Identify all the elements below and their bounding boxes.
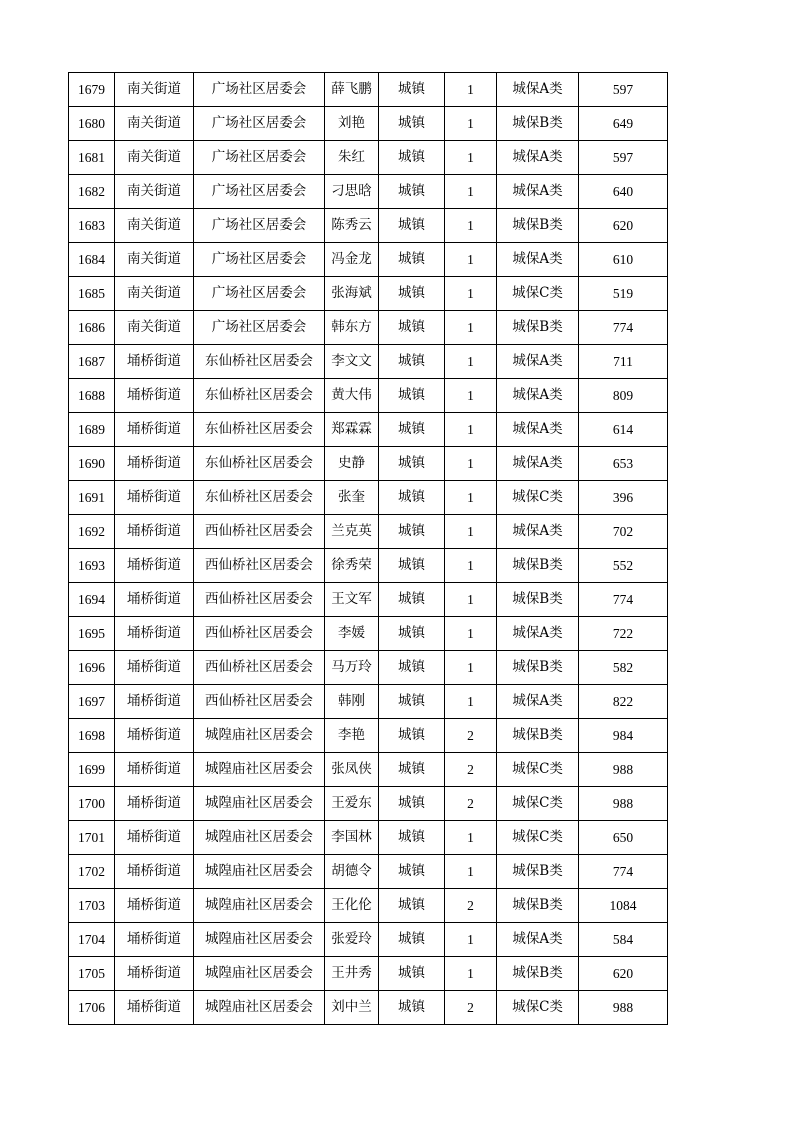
household-type-cell: 城镇 — [379, 549, 445, 583]
table-row — [69, 345, 668, 379]
row-number-cell: 1682 — [69, 175, 115, 209]
name-cell: 黄大伟 — [325, 379, 379, 413]
amount-cell: 1084 — [579, 889, 668, 923]
community-cell: 东仙桥社区居委会 — [194, 345, 325, 379]
category-cell: 城保A类 — [497, 413, 579, 447]
table-row — [69, 821, 668, 855]
amount-cell: 809 — [579, 379, 668, 413]
amount-cell: 988 — [579, 787, 668, 821]
table-row — [69, 107, 668, 141]
household-type-cell: 城镇 — [379, 379, 445, 413]
amount-cell: 822 — [579, 685, 668, 719]
name-cell: 刘艳 — [325, 107, 379, 141]
category-cell: 城保A类 — [497, 923, 579, 957]
member-count-cell: 1 — [445, 549, 497, 583]
member-count-cell: 2 — [445, 719, 497, 753]
category-cell: 城保A类 — [497, 617, 579, 651]
member-count-cell: 1 — [445, 583, 497, 617]
community-cell: 城隍庙社区居委会 — [194, 923, 325, 957]
name-cell: 韩东方 — [325, 311, 379, 345]
community-cell: 广场社区居委会 — [194, 107, 325, 141]
member-count-cell: 1 — [445, 617, 497, 651]
member-count-cell: 2 — [445, 991, 497, 1025]
name-cell: 刁思晗 — [325, 175, 379, 209]
community-cell: 西仙桥社区居委会 — [194, 549, 325, 583]
table-row — [69, 175, 668, 209]
table-row — [69, 141, 668, 175]
household-type-cell: 城镇 — [379, 311, 445, 345]
table-row — [69, 787, 668, 821]
subdistrict-cell: 埇桥街道 — [115, 821, 194, 855]
subdistrict-cell: 埇桥街道 — [115, 481, 194, 515]
subdistrict-cell: 南关街道 — [115, 141, 194, 175]
amount-cell: 640 — [579, 175, 668, 209]
subdistrict-cell: 南关街道 — [115, 277, 194, 311]
table-row — [69, 209, 668, 243]
amount-cell: 597 — [579, 141, 668, 175]
document-page — [68, 72, 668, 1025]
amount-cell: 620 — [579, 209, 668, 243]
table-row — [69, 855, 668, 889]
amount-cell: 774 — [579, 583, 668, 617]
row-number-cell: 1683 — [69, 209, 115, 243]
subdistrict-cell: 埇桥街道 — [115, 923, 194, 957]
row-number-cell: 1680 — [69, 107, 115, 141]
household-type-cell: 城镇 — [379, 923, 445, 957]
household-type-cell: 城镇 — [379, 209, 445, 243]
roster-table-body — [69, 73, 668, 1025]
community-cell: 广场社区居委会 — [194, 175, 325, 209]
name-cell: 韩刚 — [325, 685, 379, 719]
name-cell: 徐秀荣 — [325, 549, 379, 583]
household-type-cell: 城镇 — [379, 141, 445, 175]
subdistrict-cell: 南关街道 — [115, 175, 194, 209]
subdistrict-cell: 南关街道 — [115, 311, 194, 345]
name-cell: 朱红 — [325, 141, 379, 175]
row-number-cell: 1681 — [69, 141, 115, 175]
member-count-cell: 1 — [445, 821, 497, 855]
category-cell: 城保A类 — [497, 345, 579, 379]
amount-cell: 722 — [579, 617, 668, 651]
household-type-cell: 城镇 — [379, 73, 445, 107]
member-count-cell: 1 — [445, 923, 497, 957]
community-cell: 城隍庙社区居委会 — [194, 787, 325, 821]
community-cell: 广场社区居委会 — [194, 277, 325, 311]
amount-cell: 774 — [579, 855, 668, 889]
row-number-cell: 1695 — [69, 617, 115, 651]
category-cell: 城保C类 — [497, 821, 579, 855]
category-cell: 城保A类 — [497, 73, 579, 107]
table-row — [69, 719, 668, 753]
subdistrict-cell: 埇桥街道 — [115, 345, 194, 379]
amount-cell: 988 — [579, 753, 668, 787]
household-type-cell: 城镇 — [379, 175, 445, 209]
community-cell: 东仙桥社区居委会 — [194, 481, 325, 515]
subdistrict-cell: 埇桥街道 — [115, 753, 194, 787]
row-number-cell: 1697 — [69, 685, 115, 719]
category-cell: 城保B类 — [497, 107, 579, 141]
household-type-cell: 城镇 — [379, 107, 445, 141]
row-number-cell: 1700 — [69, 787, 115, 821]
community-cell: 东仙桥社区居委会 — [194, 379, 325, 413]
subdistrict-cell: 埇桥街道 — [115, 787, 194, 821]
category-cell: 城保B类 — [497, 719, 579, 753]
category-cell: 城保A类 — [497, 175, 579, 209]
name-cell: 李国林 — [325, 821, 379, 855]
row-number-cell: 1694 — [69, 583, 115, 617]
amount-cell: 649 — [579, 107, 668, 141]
name-cell: 王化伦 — [325, 889, 379, 923]
household-type-cell: 城镇 — [379, 855, 445, 889]
household-type-cell: 城镇 — [379, 617, 445, 651]
table-row — [69, 651, 668, 685]
household-type-cell: 城镇 — [379, 277, 445, 311]
amount-cell: 552 — [579, 549, 668, 583]
row-number-cell: 1690 — [69, 447, 115, 481]
member-count-cell: 1 — [445, 209, 497, 243]
subdistrict-cell: 埇桥街道 — [115, 583, 194, 617]
member-count-cell: 1 — [445, 311, 497, 345]
member-count-cell: 1 — [445, 175, 497, 209]
member-count-cell: 2 — [445, 753, 497, 787]
member-count-cell: 1 — [445, 107, 497, 141]
category-cell: 城保B类 — [497, 651, 579, 685]
subdistrict-cell: 埇桥街道 — [115, 617, 194, 651]
subdistrict-cell: 埇桥街道 — [115, 549, 194, 583]
row-number-cell: 1685 — [69, 277, 115, 311]
row-number-cell: 1704 — [69, 923, 115, 957]
community-cell: 广场社区居委会 — [194, 141, 325, 175]
table-row — [69, 617, 668, 651]
table-row — [69, 73, 668, 107]
amount-cell: 614 — [579, 413, 668, 447]
category-cell: 城保B类 — [497, 855, 579, 889]
category-cell: 城保C类 — [497, 277, 579, 311]
table-row — [69, 379, 668, 413]
member-count-cell: 1 — [445, 413, 497, 447]
subdistrict-cell: 埇桥街道 — [115, 719, 194, 753]
table-row — [69, 481, 668, 515]
community-cell: 城隍庙社区居委会 — [194, 957, 325, 991]
category-cell: 城保B类 — [497, 209, 579, 243]
table-row — [69, 243, 668, 277]
community-cell: 东仙桥社区居委会 — [194, 447, 325, 481]
subdistrict-cell: 埇桥街道 — [115, 515, 194, 549]
member-count-cell: 1 — [445, 855, 497, 889]
amount-cell: 984 — [579, 719, 668, 753]
row-number-cell: 1686 — [69, 311, 115, 345]
household-type-cell: 城镇 — [379, 787, 445, 821]
row-number-cell: 1696 — [69, 651, 115, 685]
amount-cell: 610 — [579, 243, 668, 277]
amount-cell: 711 — [579, 345, 668, 379]
name-cell: 王文军 — [325, 583, 379, 617]
category-cell: 城保A类 — [497, 447, 579, 481]
name-cell: 刘中兰 — [325, 991, 379, 1025]
community-cell: 城隍庙社区居委会 — [194, 719, 325, 753]
name-cell: 王井秀 — [325, 957, 379, 991]
amount-cell: 702 — [579, 515, 668, 549]
community-cell: 西仙桥社区居委会 — [194, 515, 325, 549]
name-cell: 史静 — [325, 447, 379, 481]
name-cell: 冯金龙 — [325, 243, 379, 277]
row-number-cell: 1687 — [69, 345, 115, 379]
category-cell: 城保A类 — [497, 141, 579, 175]
row-number-cell: 1702 — [69, 855, 115, 889]
row-number-cell: 1689 — [69, 413, 115, 447]
table-row — [69, 447, 668, 481]
member-count-cell: 1 — [445, 345, 497, 379]
subdistrict-cell: 埇桥街道 — [115, 957, 194, 991]
name-cell: 李文文 — [325, 345, 379, 379]
table-row — [69, 685, 668, 719]
table-row — [69, 549, 668, 583]
household-type-cell: 城镇 — [379, 957, 445, 991]
community-cell: 城隍庙社区居委会 — [194, 855, 325, 889]
subdistrict-cell: 埇桥街道 — [115, 651, 194, 685]
table-row — [69, 923, 668, 957]
row-number-cell: 1691 — [69, 481, 115, 515]
row-number-cell: 1705 — [69, 957, 115, 991]
subdistrict-cell: 南关街道 — [115, 243, 194, 277]
name-cell: 胡德令 — [325, 855, 379, 889]
member-count-cell: 1 — [445, 141, 497, 175]
table-row — [69, 753, 668, 787]
category-cell: 城保B类 — [497, 549, 579, 583]
amount-cell: 653 — [579, 447, 668, 481]
community-cell: 城隍庙社区居委会 — [194, 889, 325, 923]
household-type-cell: 城镇 — [379, 719, 445, 753]
table-row — [69, 583, 668, 617]
category-cell: 城保A类 — [497, 515, 579, 549]
member-count-cell: 1 — [445, 481, 497, 515]
community-cell: 西仙桥社区居委会 — [194, 651, 325, 685]
member-count-cell: 1 — [445, 447, 497, 481]
community-cell: 城隍庙社区居委会 — [194, 821, 325, 855]
member-count-cell: 1 — [445, 651, 497, 685]
table-row — [69, 413, 668, 447]
community-cell: 西仙桥社区居委会 — [194, 617, 325, 651]
name-cell: 张奎 — [325, 481, 379, 515]
table-row — [69, 515, 668, 549]
name-cell: 郑霖霖 — [325, 413, 379, 447]
community-cell: 广场社区居委会 — [194, 209, 325, 243]
row-number-cell: 1679 — [69, 73, 115, 107]
household-type-cell: 城镇 — [379, 753, 445, 787]
household-type-cell: 城镇 — [379, 515, 445, 549]
amount-cell: 584 — [579, 923, 668, 957]
row-number-cell: 1692 — [69, 515, 115, 549]
household-type-cell: 城镇 — [379, 889, 445, 923]
row-number-cell: 1706 — [69, 991, 115, 1025]
name-cell: 张凤侠 — [325, 753, 379, 787]
household-type-cell: 城镇 — [379, 991, 445, 1025]
amount-cell: 396 — [579, 481, 668, 515]
subdistrict-cell: 埇桥街道 — [115, 855, 194, 889]
name-cell: 陈秀云 — [325, 209, 379, 243]
community-cell: 城隍庙社区居委会 — [194, 753, 325, 787]
category-cell: 城保C类 — [497, 991, 579, 1025]
table-row — [69, 889, 668, 923]
name-cell: 王爱东 — [325, 787, 379, 821]
name-cell: 李媛 — [325, 617, 379, 651]
subdistrict-cell: 南关街道 — [115, 73, 194, 107]
subdistrict-cell: 南关街道 — [115, 209, 194, 243]
household-type-cell: 城镇 — [379, 413, 445, 447]
name-cell: 张海斌 — [325, 277, 379, 311]
table-row — [69, 277, 668, 311]
community-cell: 广场社区居委会 — [194, 311, 325, 345]
row-number-cell: 1698 — [69, 719, 115, 753]
community-cell: 西仙桥社区居委会 — [194, 583, 325, 617]
member-count-cell: 1 — [445, 685, 497, 719]
subdistrict-cell: 埇桥街道 — [115, 447, 194, 481]
row-number-cell: 1703 — [69, 889, 115, 923]
household-type-cell: 城镇 — [379, 685, 445, 719]
household-type-cell: 城镇 — [379, 583, 445, 617]
household-type-cell: 城镇 — [379, 481, 445, 515]
category-cell: 城保C类 — [497, 787, 579, 821]
household-type-cell: 城镇 — [379, 243, 445, 277]
subdistrict-cell: 埇桥街道 — [115, 889, 194, 923]
table-row — [69, 991, 668, 1025]
row-number-cell: 1684 — [69, 243, 115, 277]
member-count-cell: 1 — [445, 243, 497, 277]
household-type-cell: 城镇 — [379, 651, 445, 685]
category-cell: 城保A类 — [497, 243, 579, 277]
name-cell: 张爱玲 — [325, 923, 379, 957]
row-number-cell: 1693 — [69, 549, 115, 583]
member-count-cell: 1 — [445, 73, 497, 107]
community-cell: 东仙桥社区居委会 — [194, 413, 325, 447]
community-cell: 广场社区居委会 — [194, 73, 325, 107]
subdistrict-cell: 南关街道 — [115, 107, 194, 141]
category-cell: 城保A类 — [497, 685, 579, 719]
amount-cell: 774 — [579, 311, 668, 345]
member-count-cell: 2 — [445, 889, 497, 923]
category-cell: 城保C类 — [497, 753, 579, 787]
amount-cell: 620 — [579, 957, 668, 991]
household-type-cell: 城镇 — [379, 345, 445, 379]
name-cell: 薛飞鹏 — [325, 73, 379, 107]
table-row — [69, 957, 668, 991]
row-number-cell: 1699 — [69, 753, 115, 787]
category-cell: 城保C类 — [497, 481, 579, 515]
community-cell: 西仙桥社区居委会 — [194, 685, 325, 719]
subdistrict-cell: 埇桥街道 — [115, 991, 194, 1025]
row-number-cell: 1701 — [69, 821, 115, 855]
amount-cell: 597 — [579, 73, 668, 107]
subdistrict-cell: 埇桥街道 — [115, 379, 194, 413]
amount-cell: 650 — [579, 821, 668, 855]
community-cell: 城隍庙社区居委会 — [194, 991, 325, 1025]
category-cell: 城保B类 — [497, 889, 579, 923]
member-count-cell: 2 — [445, 787, 497, 821]
household-type-cell: 城镇 — [379, 821, 445, 855]
community-cell: 广场社区居委会 — [194, 243, 325, 277]
amount-cell: 988 — [579, 991, 668, 1025]
category-cell: 城保B类 — [497, 957, 579, 991]
category-cell: 城保B类 — [497, 583, 579, 617]
name-cell: 马万玲 — [325, 651, 379, 685]
member-count-cell: 1 — [445, 957, 497, 991]
member-count-cell: 1 — [445, 515, 497, 549]
amount-cell: 519 — [579, 277, 668, 311]
roster-table — [68, 72, 668, 1025]
category-cell: 城保A类 — [497, 379, 579, 413]
member-count-cell: 1 — [445, 277, 497, 311]
amount-cell: 582 — [579, 651, 668, 685]
name-cell: 李艳 — [325, 719, 379, 753]
member-count-cell: 1 — [445, 379, 497, 413]
table-row — [69, 311, 668, 345]
category-cell: 城保B类 — [497, 311, 579, 345]
subdistrict-cell: 埇桥街道 — [115, 685, 194, 719]
household-type-cell: 城镇 — [379, 447, 445, 481]
name-cell: 兰克英 — [325, 515, 379, 549]
subdistrict-cell: 埇桥街道 — [115, 413, 194, 447]
row-number-cell: 1688 — [69, 379, 115, 413]
